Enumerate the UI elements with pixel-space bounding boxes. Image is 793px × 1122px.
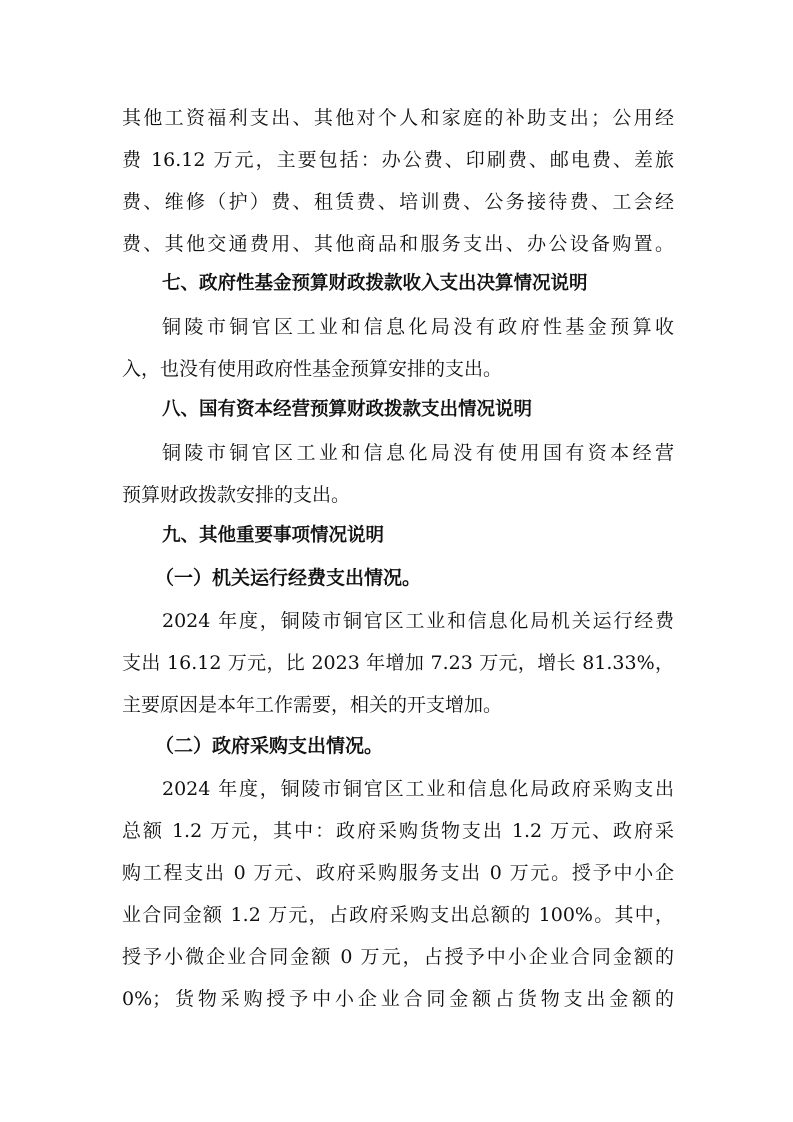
body-line: 支出 16.12 万元，比 2023 年增加 7.23 万元，增长 81.33%， — [122, 652, 674, 674]
body-line: 0%；货物采购授予中小企业合同金额占货物支出金额的 — [122, 988, 674, 1010]
body-line: 入，也没有使用政府性基金预算安排的支出。 — [122, 358, 503, 380]
body-line: 预算财政拨款安排的支出。 — [122, 484, 351, 506]
section-heading-7: 七、政府性基金预算财政拨款收入支出决算情况说明 — [162, 273, 588, 294]
body-line: 费、维修（护）费、租赁费、培训费、公务接待费、工会经 — [122, 191, 674, 213]
body-line: 铜陵市铜官区工业和信息化局没有政府性基金预算收 — [162, 316, 674, 338]
body-line: 费 16.12 万元，主要包括：办公费、印刷费、邮电费、差旅 — [122, 149, 674, 171]
body-line: 其他工资福利支出、其他对个人和家庭的补助支出；公用经 — [122, 107, 674, 129]
body-line: 业合同金额 1.2 万元，占政府采购支出总额的 100%。其中， — [122, 904, 674, 926]
section-heading-8: 八、国有资本经营预算财政拨款支出情况说明 — [162, 399, 533, 420]
body-line: 授予小微企业合同金额 0 万元，占授予中小企业合同金额的 — [122, 946, 674, 968]
body-line: 主要原因是本年工作需要，相关的开支增加。 — [122, 694, 503, 716]
subsection-heading-2: （二）政府采购支出情况。 — [155, 735, 384, 757]
section-heading-9: 九、其他重要事项情况说明 — [162, 525, 385, 546]
body-line: 铜陵市铜官区工业和信息化局没有使用国有资本经营 — [162, 442, 674, 464]
subsection-heading-1: （一）机关运行经费支出情况。 — [155, 567, 422, 589]
body-line: 2024 年度，铜陵市铜官区工业和信息化局政府采购支出 — [162, 778, 674, 800]
body-line: 2024 年度，铜陵市铜官区工业和信息化局机关运行经费 — [162, 610, 674, 632]
body-line: 购工程支出 0 万元、政府采购服务支出 0 万元。授予中小企 — [122, 862, 674, 884]
body-line: 总额 1.2 万元，其中：政府采购货物支出 1.2 万元、政府采 — [122, 820, 674, 842]
body-line: 费、其他交通费用、其他商品和服务支出、办公设备购置。 — [122, 233, 674, 255]
